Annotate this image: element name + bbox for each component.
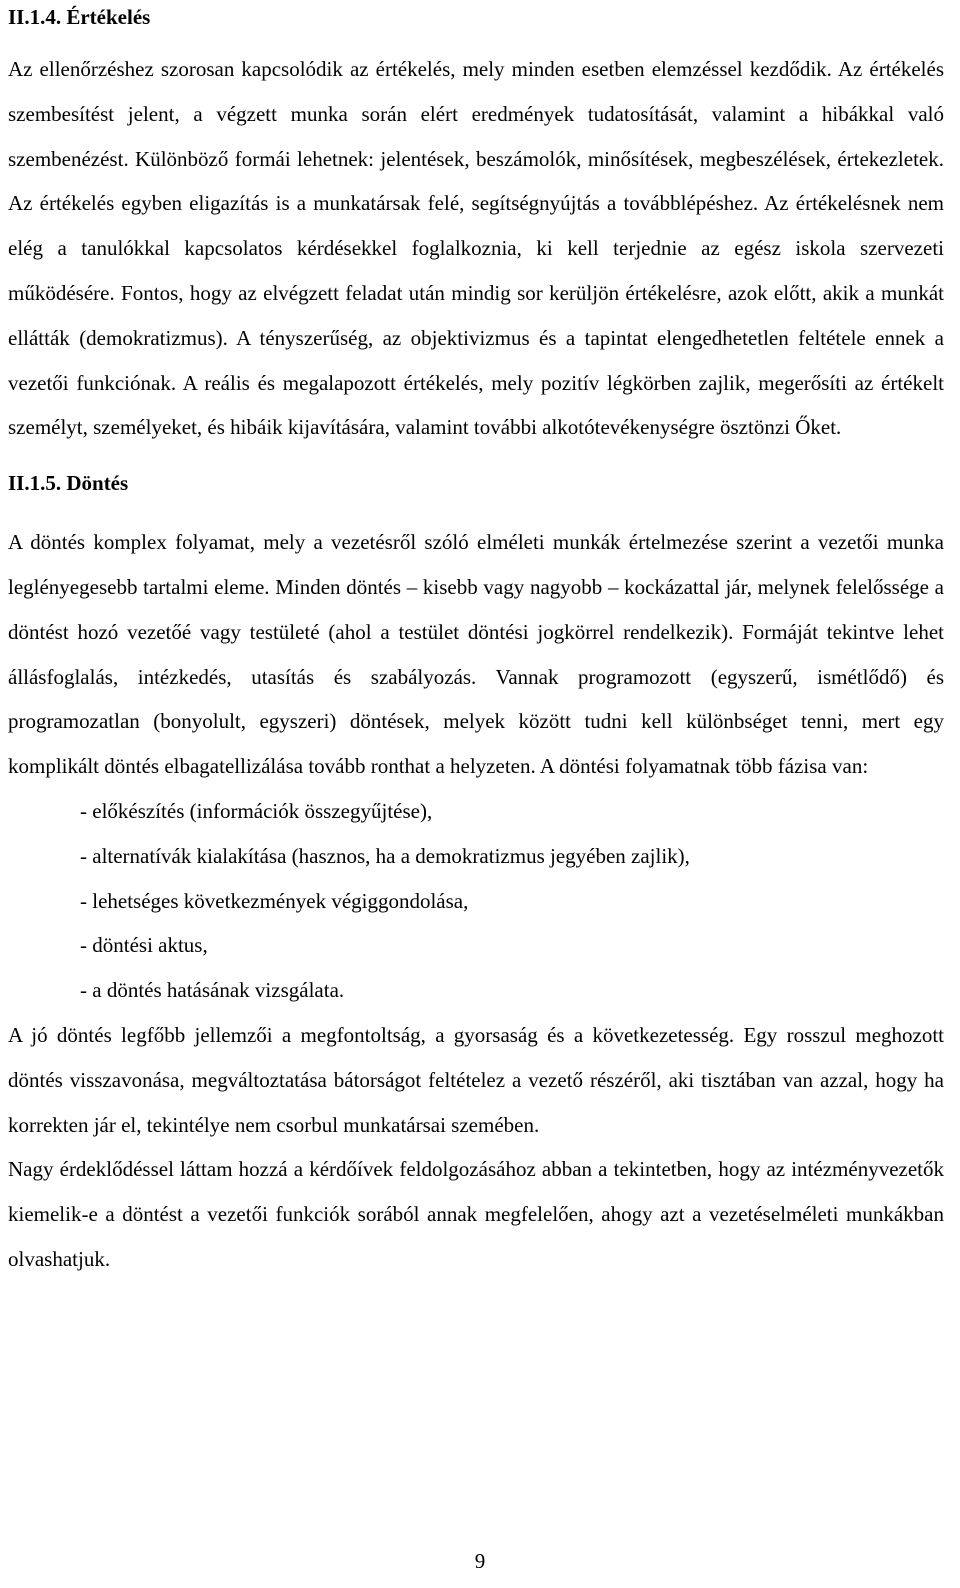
list-item: - a döntés hatásának vizsgálata. (80, 978, 345, 1003)
decision-phases-list (8, 789, 944, 1013)
list-item: - alternatívák kialakítása (hasznos, ha a demokratizmus jegyében zajlik), (80, 843, 690, 868)
survey-paragraph: Nagy érdeklődéssel láttam hozzá a kérdőívek feldolgozásához abban a tekintetben, hogy az intézményvezetők kiemelik-e a döntést a vezetői funkciók sorából annak megfelelően, ahogy azt a vezetéselméleti munkákban olvashatjuk. (8, 1157, 944, 1271)
list-item: - előkészítés (információk összegyűjtése), (80, 798, 433, 823)
evaluation-paragraph: Az ellenőrzéshez szorosan kapcsolódik az értékelés, mely minden esetben elemzéssel kezdődik. Az értékelés szembesítést jelent, a végzett munka során elért eredmények tudatosítását, valamint a hibákkal való szembenézést. Különböző formái lehetnek: jelentések, beszámolók, minősítések, megbeszélések, értekezletek. Az értékelés egyben eligazítás is a munkatársak felé, segítségnyújtás a továbblépéshez. Az értékelésnek nem elég a tanulókkal kapcsolatos kérdésekkel foglalkoznia, ki kell terjednie az egész iskola szervezeti működésére. Fontos, hogy az elvégzett feladat után mindig sor kerüljön értékelésre, azok előtt, akik a munkát ellátták (demokratizmus). A tényszerűség, az objektivizmus és a tapintat elengedhetetlen feltétele ennek a vezetői funkciónak. A reális és megalapozott értékelés, mely pozitív légkörben zajlik, megerősíti az értékelt személyt, személyeket, és hibáik kijavítására, valamint további alkotótevékenységre ösztönzi Őket. (8, 57, 944, 440)
list-item: - lehetséges következmények végiggondolása, (80, 888, 469, 913)
page-number: 9 (474, 1549, 486, 1573)
list-item: - döntési aktus, (80, 933, 208, 958)
document-page (8, 0, 944, 1282)
section-heading-decision: II.1.5. Döntés (8, 471, 129, 496)
decision-paragraph: A döntés komplex folyamat, mely a vezetésről szóló elméleti munkák értelmezése szerint a vezetői munka leglényegesebb tartalmi eleme. Minden döntés – kisebb vagy nagyobb – kockázattal jár, melynek felelőssége a döntést hozó vezetőé vagy testületé (ahol a testület döntési jogkörrel rendelkezik). Formáját tekintve lehet állásfoglalás, intézkedés, utasítás és szabályozás. Vannak programozott (egyszerű, ismétlődő) és programozatlan (bonyolult, egyszeri) döntések, melyek között tudni kell különbséget tenni, mert egy komplikált döntés elbagatellizálása tovább ronthat a helyzeten. A döntési folyamatnak több fázisa van: (8, 530, 944, 779)
good-decision-paragraph: A jó döntés legfőbb jellemzői a megfontoltság, a gyorsaság és a következetesség. Egy rosszul meghozott döntés visszavonása, megváltoztatása bátorságot feltételez a vezető részéről, aki tisztában van azzal, hogy ha korrekten jár el, tekintélye nem csorbul munkatársai szemében. (8, 1022, 944, 1137)
section-heading-evaluation: II.1.4. Értékelés (8, 5, 151, 29)
